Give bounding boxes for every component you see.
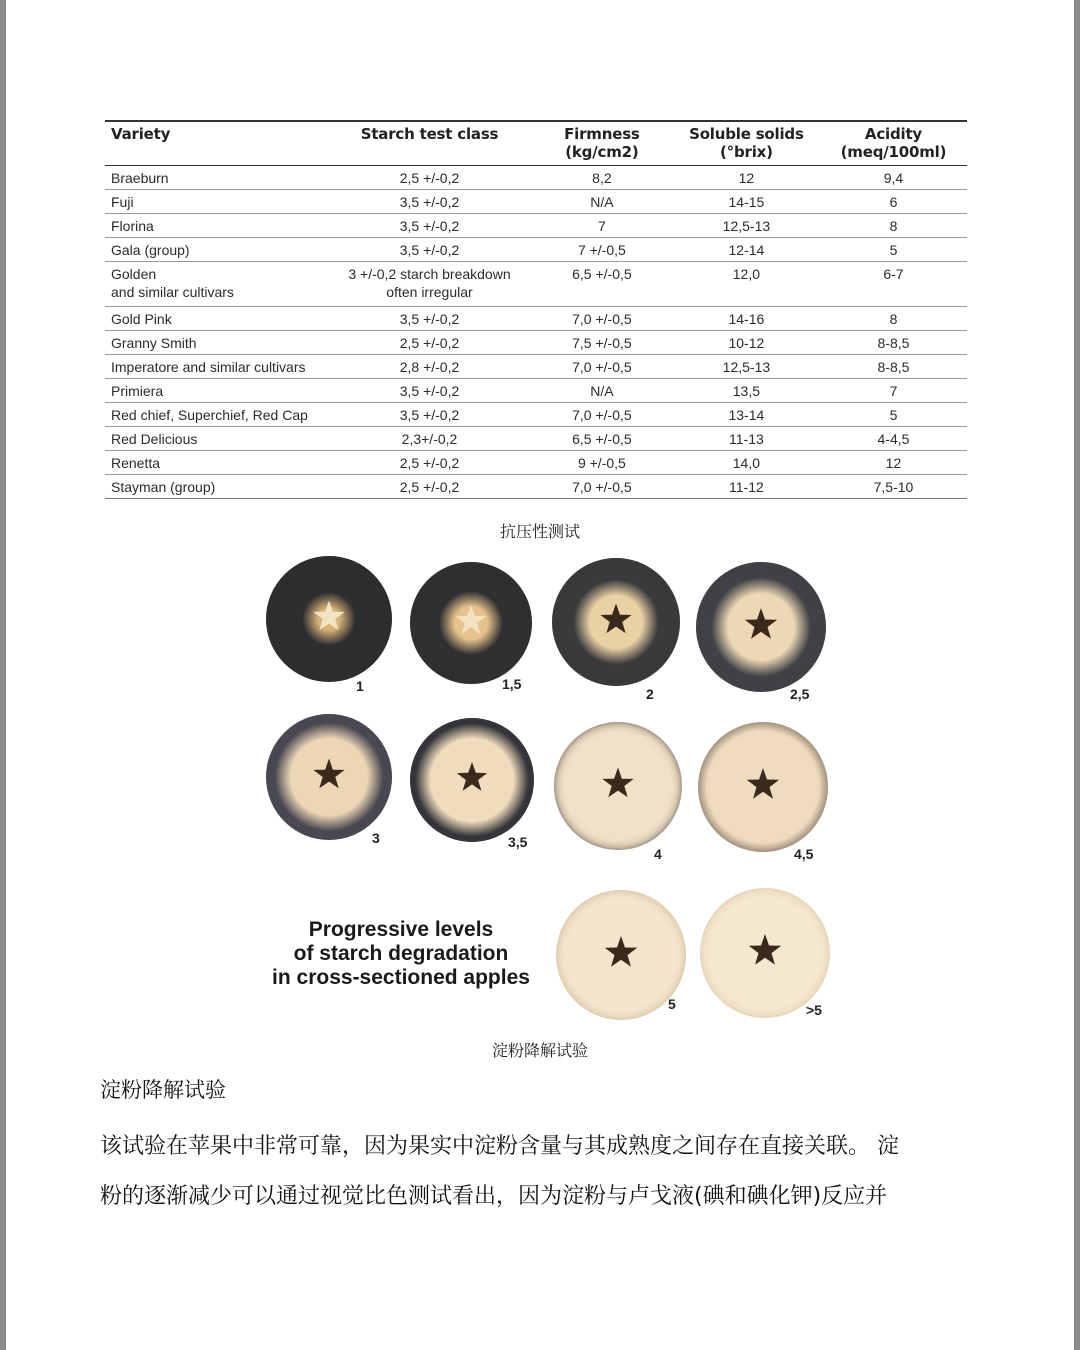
apple-core-icon (456, 762, 488, 798)
apple-stage-label: 3,5 (508, 834, 528, 850)
cell-starch-test-class: 2,5 +/-0,2 (328, 451, 531, 475)
cell-acidity: 5 (820, 238, 967, 262)
table-row (105, 379, 967, 403)
cell-soluble-solids: 12-14 (673, 238, 820, 262)
cell-soluble-solids: 14-16 (673, 307, 820, 331)
figure-title-line: in cross-sectioned apples (272, 966, 530, 989)
apple-stage-label: 1 (356, 678, 364, 694)
apple-stage-label: >5 (806, 1002, 822, 1018)
table-caption: 抗压性测试 (499, 522, 580, 541)
apple-core-icon (313, 601, 346, 638)
cell-firmness: N/A (531, 190, 673, 214)
figure-caption: 淀粉降解试验 (491, 1041, 588, 1060)
apple-cross-section (696, 562, 826, 692)
figure-title-line: of starch degradation (293, 942, 509, 965)
cell-acidity: 7,5-10 (820, 475, 967, 499)
table-row (105, 238, 967, 262)
cell-variety: Granny Smith (105, 331, 328, 355)
table-row (105, 190, 967, 214)
paragraph-line: 粉的逐渐减少可以通过视觉比色测试看出，因为淀粉与卢戈液(碘和碘化钾)反应并 (100, 1184, 888, 1209)
cell-firmness: 8,2 (531, 166, 673, 190)
header-soluble-solids: Soluble solids (°brix) (673, 121, 820, 166)
apple-core-icon (744, 608, 778, 646)
paragraph-line: 该试验在苹果中非常可靠，因为果实中淀粉含量与其成熟度之间存在直接关联。 淀 (100, 1134, 899, 1159)
cell-soluble-solids: 14-15 (673, 190, 820, 214)
apple-cross-section (554, 722, 682, 850)
cell-soluble-solids: 11-12 (673, 475, 820, 499)
cell-variety: Gold Pink (105, 307, 328, 331)
cell-variety: Stayman (group) (105, 475, 328, 499)
cell-acidity: 6 (820, 190, 967, 214)
apple-core-icon (604, 936, 638, 974)
table-row (105, 475, 967, 499)
section-heading: 淀粉降解试验 (100, 1078, 226, 1102)
cell-starch-test-class: 2,5 +/-0,2 (328, 475, 531, 499)
cell-acidity: 8 (820, 307, 967, 331)
apple-cross-section (266, 714, 392, 840)
apple-cross-section (410, 718, 534, 842)
apple-core-icon (748, 934, 782, 972)
cell-soluble-solids: 13-14 (673, 403, 820, 427)
cell-starch-test-class: 3,5 +/-0,2 (328, 214, 531, 238)
ripeness-table (105, 120, 967, 499)
cell-firmness: 7,0 +/-0,5 (531, 403, 673, 427)
table-row (105, 166, 967, 190)
cell-acidity: 8-8,5 (820, 331, 967, 355)
cell-soluble-solids: 13,5 (673, 379, 820, 403)
cell-firmness: N/A (531, 379, 673, 403)
header-acidity: Acidity (meq/100ml) (820, 121, 967, 166)
apple-cross-section (552, 558, 680, 686)
apple-stage-label: 2 (646, 686, 654, 702)
cell-starch-test-class: 3,5 +/-0,2 (328, 379, 531, 403)
cell-firmness: 7 (531, 214, 673, 238)
cell-variety: Golden and similar cultivars (105, 262, 328, 307)
header-variety: Variety (105, 121, 328, 166)
cell-variety: Renetta (105, 451, 328, 475)
apple-cross-section (700, 888, 830, 1018)
apple-stage-label: 1,5 (502, 676, 522, 692)
cell-acidity: 9,4 (820, 166, 967, 190)
apple-stage-label: 4,5 (794, 846, 814, 862)
apple-stage-label: 3 (372, 830, 380, 846)
header-firmness: Firmness (kg/cm2) (531, 121, 673, 166)
cell-starch-test-class: 3,5 +/-0,2 (328, 403, 531, 427)
apple-core-icon (313, 759, 346, 796)
cell-firmness: 7,5 +/-0,5 (531, 331, 673, 355)
cell-variety: Gala (group) (105, 238, 328, 262)
section-paragraph (100, 1122, 990, 1222)
table-row (105, 451, 967, 475)
cell-variety: Red Delicious (105, 427, 328, 451)
table-row (105, 214, 967, 238)
cell-firmness: 7,0 +/-0,5 (531, 355, 673, 379)
cell-acidity: 4-4,5 (820, 427, 967, 451)
cell-acidity: 5 (820, 403, 967, 427)
apple-core-icon (602, 768, 635, 805)
cell-starch-test-class: 2,5 +/-0,2 (328, 331, 531, 355)
cell-acidity: 8 (820, 214, 967, 238)
apple-cross-section (410, 562, 532, 684)
table-row (105, 427, 967, 451)
table-row (105, 262, 967, 307)
cell-starch-test-class: 3 +/-0,2 starch breakdown often irregular (328, 262, 531, 307)
cell-firmness: 9 +/-0,5 (531, 451, 673, 475)
cell-soluble-solids: 10-12 (673, 331, 820, 355)
cell-firmness: 7,0 +/-0,5 (531, 475, 673, 499)
cell-firmness: 7,0 +/-0,5 (531, 307, 673, 331)
apple-stage-label: 4 (654, 846, 662, 862)
apple-core-icon (455, 605, 487, 641)
table-header-row (105, 121, 967, 166)
cell-firmness: 6,5 +/-0,5 (531, 427, 673, 451)
cell-firmness: 6,5 +/-0,5 (531, 262, 673, 307)
cell-starch-test-class: 2,5 +/-0,2 (328, 166, 531, 190)
figure-title (256, 918, 546, 990)
cell-soluble-solids: 12 (673, 166, 820, 190)
cell-acidity: 8-8,5 (820, 355, 967, 379)
cell-starch-test-class: 3,5 +/-0,2 (328, 307, 531, 331)
figure-title-line: Progressive levels (308, 918, 494, 941)
table-row (105, 307, 967, 331)
cell-soluble-solids: 14,0 (673, 451, 820, 475)
cell-firmness: 7 +/-0,5 (531, 238, 673, 262)
apple-cross-section (698, 722, 828, 852)
apple-stage-label: 5 (668, 996, 676, 1012)
cell-soluble-solids: 12,5-13 (673, 355, 820, 379)
cell-soluble-solids: 12,5-13 (673, 214, 820, 238)
header-starch-test-class: Starch test class (328, 121, 531, 166)
table-row (105, 355, 967, 379)
cell-variety: Braeburn (105, 166, 328, 190)
apple-stage-label: 2,5 (790, 686, 810, 702)
cell-variety: Fuji (105, 190, 328, 214)
cell-variety: Florina (105, 214, 328, 238)
cell-acidity: 12 (820, 451, 967, 475)
cell-starch-test-class: 3,5 +/-0,2 (328, 238, 531, 262)
table-row (105, 331, 967, 355)
document-page (6, 0, 1074, 1350)
cell-variety: Red chief, Superchief, Red Cap (105, 403, 328, 427)
apple-cross-section (556, 890, 686, 1020)
apple-core-icon (600, 604, 633, 641)
cell-soluble-solids: 12,0 (673, 262, 820, 307)
cell-starch-test-class: 2,8 +/-0,2 (328, 355, 531, 379)
cell-acidity: 6-7 (820, 262, 967, 307)
cell-variety: Primiera (105, 379, 328, 403)
apple-core-icon (746, 768, 780, 806)
cell-starch-test-class: 3,5 +/-0,2 (328, 190, 531, 214)
cell-starch-test-class: 2,3+/-0,2 (328, 427, 531, 451)
cell-variety: Imperatore and similar cultivars (105, 355, 328, 379)
table-row (105, 403, 967, 427)
cell-acidity: 7 (820, 379, 967, 403)
apple-cross-section (266, 556, 392, 682)
cell-soluble-solids: 11-13 (673, 427, 820, 451)
